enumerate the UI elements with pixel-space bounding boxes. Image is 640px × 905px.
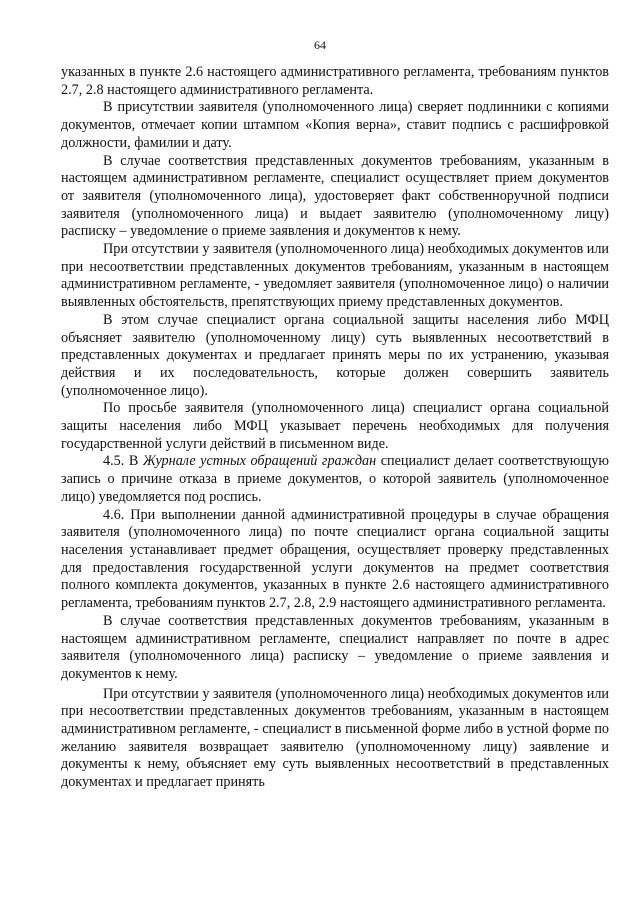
paragraph: При отсутствии у заявителя (уполномоченного лица) необходимых документов или при несоответствии представленных документов требованиям, указанным в настоящем административном регламенте, - уведомляет заявителя (уполномоченное лицо) о наличии выявленных обстоятельств, препятствующих приему представленных документов. (61, 241, 609, 311)
paragraph-number: 4.5. (103, 453, 125, 470)
paragraph-text-prefix: В (128, 453, 139, 470)
paragraph: При отсутствии у заявителя (уполномоченного лица) необходимых документов или при несоответствии представленных документов требованиям, указанным в настоящем административном регламенте, - специалист в письменной форме либо в устной форме по желанию заявителя возвращает заявителю (уполномоченному лицу) заявление и документы к нему, объясняет ему суть выявленных несоответствий в представленных документах и предлагает принять (61, 685, 609, 791)
paragraph: В присутствии заявителя (уполномоченного лица) сверяет подлинники с копиями документов, отмечает копии штампом «Копия верна», ставит подпись с расшифровкой должности, фамилии и дату. (61, 99, 609, 151)
page-number: 64 (314, 38, 326, 52)
paragraph: В случае соответствия представленных документов требованиям, указанным в настоящем административном регламенте, специалист направляет по почте в адрес заявителя (уполномоченного лица) расписку – уведомление о приеме заявления и документов к нему. (61, 612, 609, 682)
document-body (61, 64, 609, 792)
paragraph-continuation: указанных в пункте 2.6 настоящего административного регламента, требованиям пунктов 2.7, 2.8 настоящего административного регламента. (61, 64, 609, 98)
paragraph: В случае соответствия представленных документов требованиям, указанным в настоящем административном регламенте, специалист осуществляет прием документов от заявителя (уполномоченного лица), удостоверяет факт собственноручной подписи заявителя (уполномоченного лица) и выдает заявителю (уполномоченному лицу) расписку – уведомление о приеме заявления и документов к нему. (61, 152, 609, 240)
paragraph-4-6: 4.6. При выполнении данной административной процедуры в случае обращения заявителя (уполномоченного лица) по почте специалист органа социальной защиты населения устанавливает предмет обращения, осуществляет проверку представленных для предоставления государственной услуги документов на предмет соответствия полного комплекта документов, указанных в пункте 2.6 настоящего административного регламента, требованиям пунктов 2.7, 2.8, 2.9 настоящего административного регламента. (61, 506, 609, 612)
paragraph: В этом случае специалист органа социальной защиты населения либо МФЦ объясняет заявителю (уполномоченному лицу) суть выявленных несоответствий в представленных документах и предлагает принять меры по их устранению, указывая действия и их последовательность, которые должен совершить заявитель (уполномоченное лицо). (61, 311, 609, 399)
paragraph-4-5 (61, 453, 609, 506)
paragraph-text: специалист делает соответствующую запись о причине отказа в приеме документов, о которой заявитель (уполномоченное лицо) уведомляется под роспись. (61, 453, 609, 505)
journal-name: Журнале устных обращений граждан (142, 453, 377, 470)
paragraph: По просьбе заявителя (уполномоченного лица) специалист органа социальной защиты населения либо МФЦ указывает перечень необходимых для получения государственной услуги действий в письменном виде. (61, 400, 609, 452)
